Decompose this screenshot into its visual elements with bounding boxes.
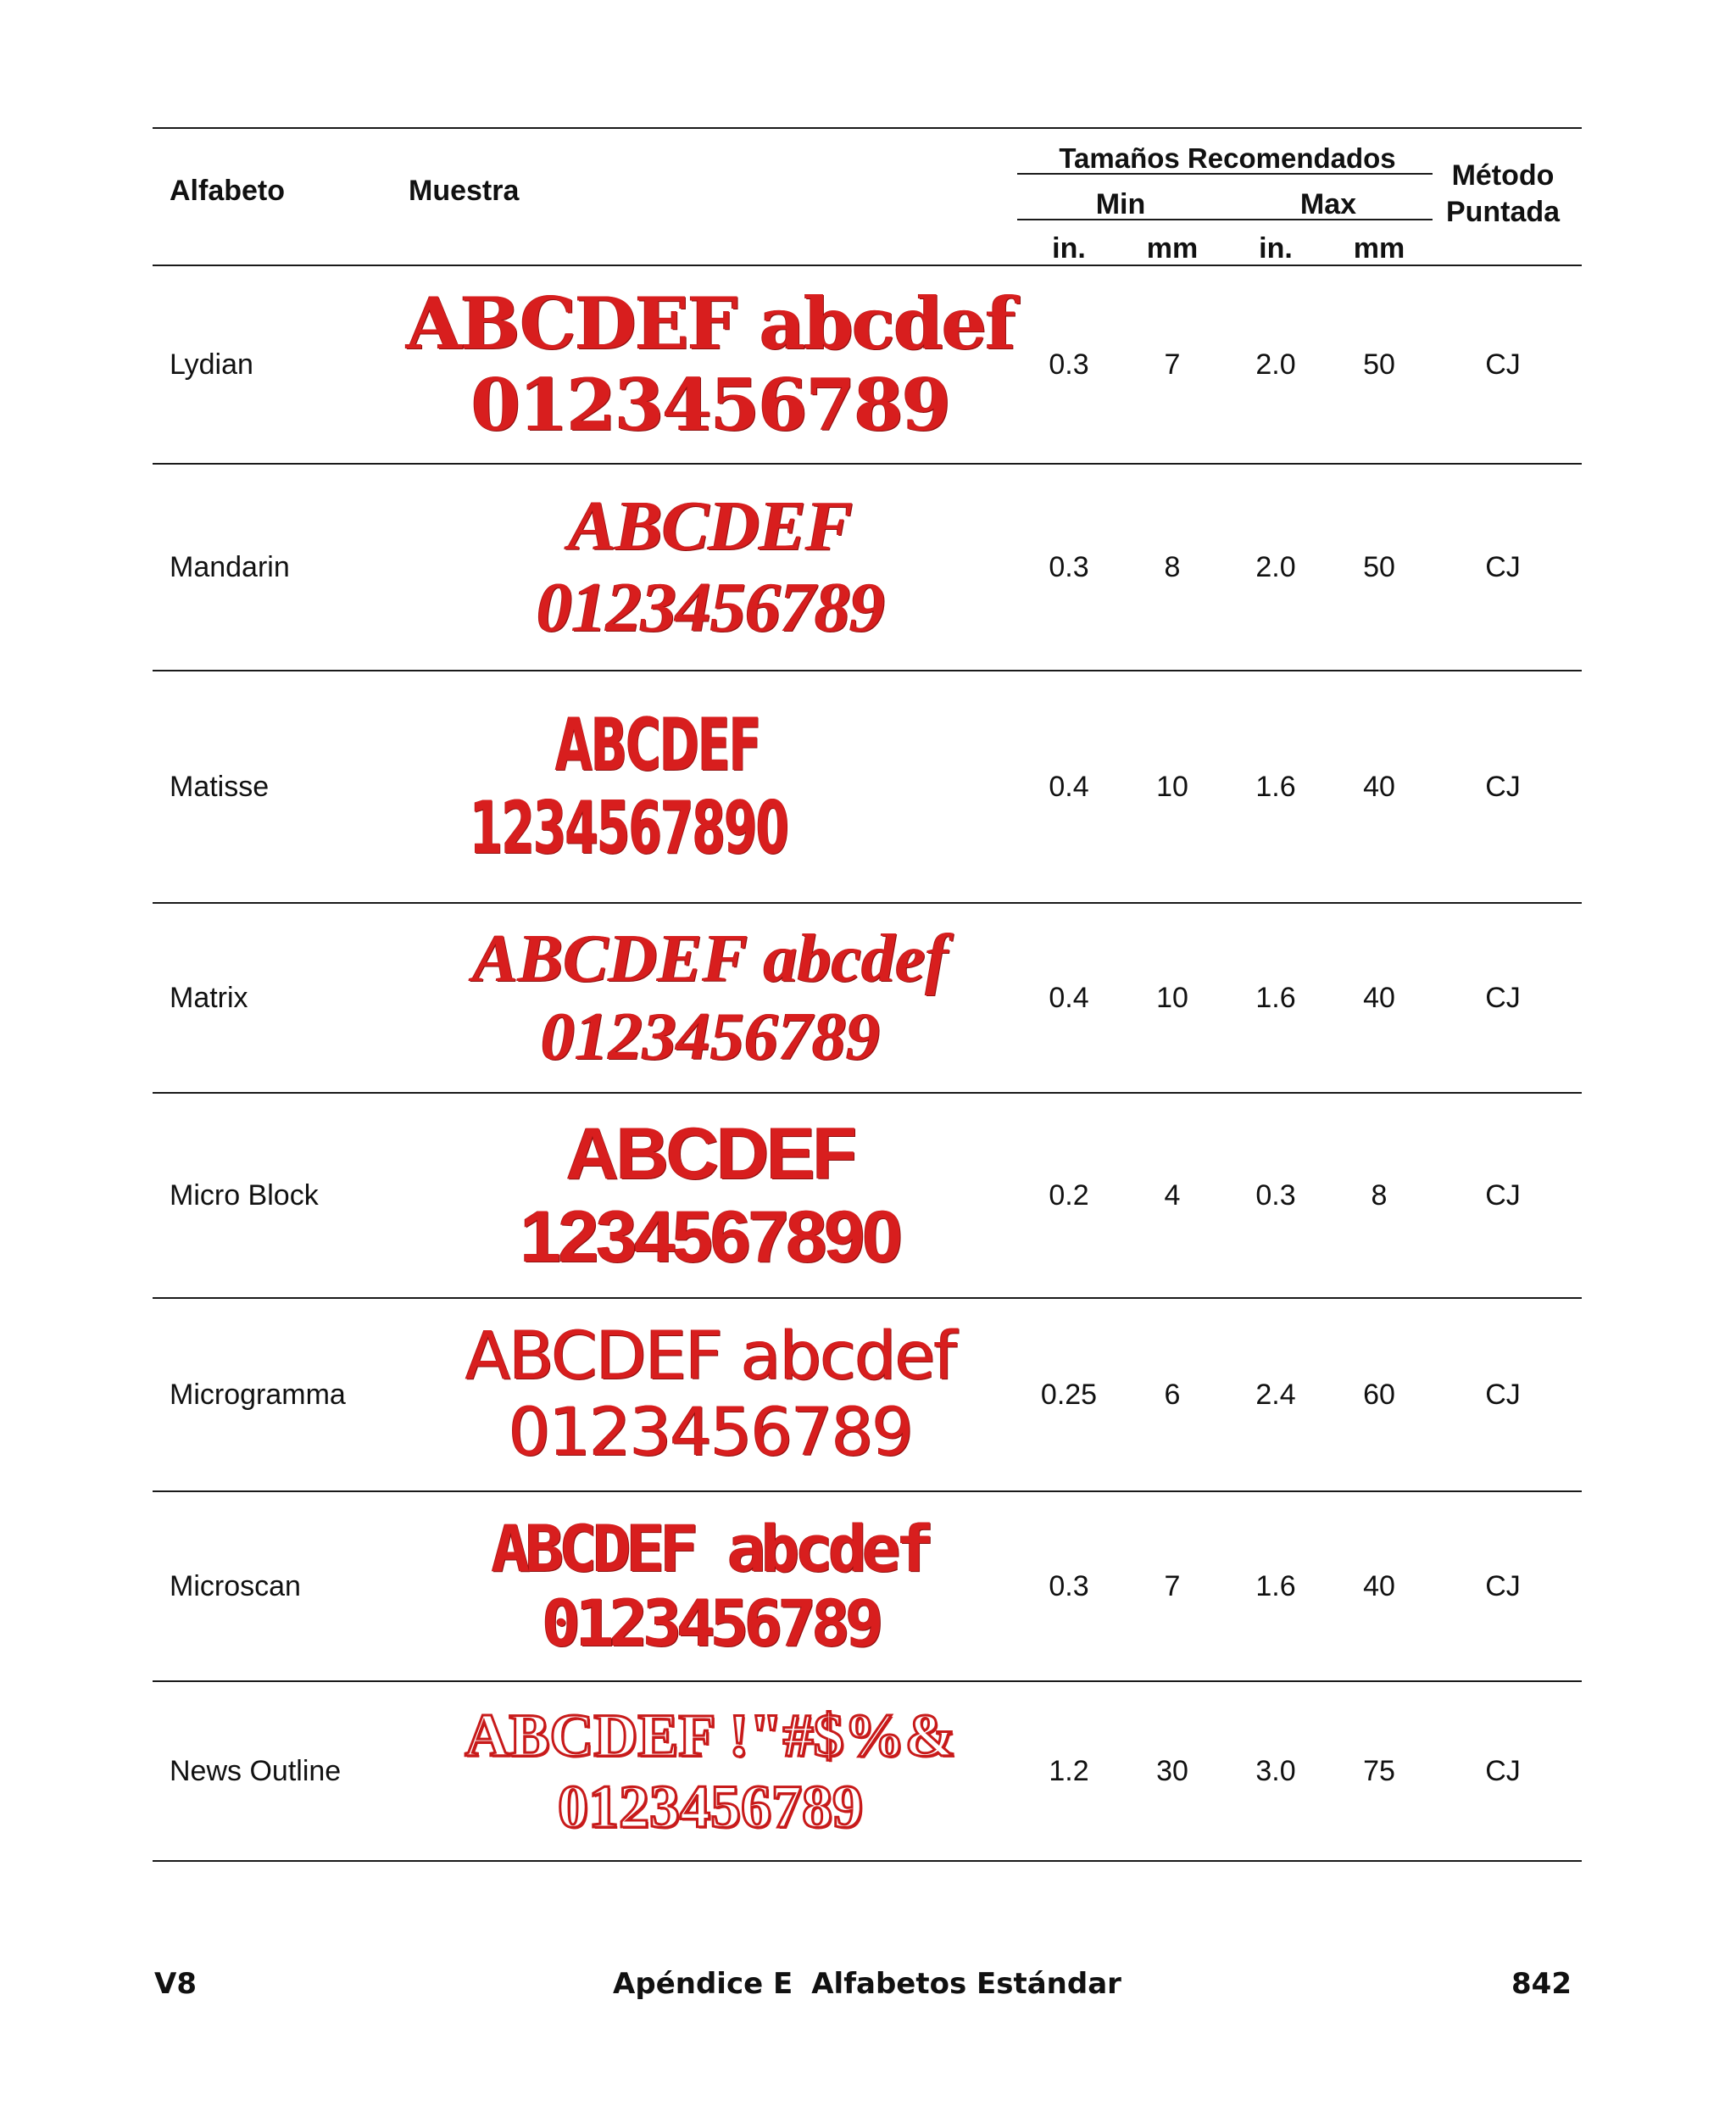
min-in: 1.2 bbox=[1049, 1754, 1089, 1787]
sample-letters: ABCDEF abcdef bbox=[472, 922, 949, 996]
table-row-mandarin bbox=[153, 465, 1582, 671]
font-name: Micro Block bbox=[170, 1178, 319, 1212]
sample-letters: ABCDEF abcdef bbox=[491, 1511, 930, 1586]
stitch-method: CJ bbox=[1485, 1569, 1521, 1602]
sample-digits: 0123456789 bbox=[537, 568, 884, 647]
header-min-in: in. bbox=[1052, 232, 1086, 265]
min-mm: 10 bbox=[1156, 981, 1188, 1014]
min-mm: 30 bbox=[1156, 1754, 1188, 1787]
max-in: 1.6 bbox=[1255, 770, 1296, 803]
stitch-method: CJ bbox=[1485, 770, 1521, 803]
min-mm: 4 bbox=[1164, 1178, 1181, 1212]
footer-section: Alfabetos Estándar bbox=[811, 1967, 1121, 2001]
min-in: 0.4 bbox=[1049, 981, 1089, 1014]
page-footer bbox=[153, 1967, 1582, 2009]
table-row-microgramma bbox=[153, 1299, 1582, 1492]
stitch-method: CJ bbox=[1485, 981, 1521, 1014]
min-mm: 6 bbox=[1164, 1378, 1181, 1411]
font-sample bbox=[414, 904, 1007, 1092]
table-row-news-outline bbox=[153, 1682, 1582, 1862]
stitch-method: CJ bbox=[1485, 1178, 1521, 1212]
font-name: Lydian bbox=[170, 348, 253, 381]
sample-letters: ABCDEF bbox=[565, 1113, 855, 1195]
min-in: 0.2 bbox=[1049, 1178, 1089, 1212]
max-mm: 60 bbox=[1363, 1378, 1395, 1411]
max-mm: 40 bbox=[1363, 981, 1395, 1014]
table-row-micro-block bbox=[153, 1094, 1582, 1299]
sample-letters: ABCDEF abcdef bbox=[465, 1318, 956, 1395]
header-metodo bbox=[1424, 158, 1582, 231]
min-in: 0.4 bbox=[1049, 770, 1089, 803]
sample-letters: ABCDEF bbox=[554, 703, 760, 788]
header-muestra: Muestra bbox=[409, 175, 520, 207]
header-min: Min bbox=[1095, 188, 1146, 220]
stitch-method: CJ bbox=[1485, 550, 1521, 583]
max-in: 2.4 bbox=[1255, 1378, 1296, 1411]
sample-letters: ABCDEF bbox=[568, 487, 853, 565]
stitch-method: CJ bbox=[1485, 1754, 1521, 1787]
max-mm: 8 bbox=[1371, 1178, 1388, 1212]
header-metodo-line2: Puntada bbox=[1445, 196, 1561, 228]
min-mm: 7 bbox=[1164, 1569, 1181, 1602]
header-metodo-line1: Método bbox=[1451, 159, 1555, 192]
max-mm: 50 bbox=[1363, 550, 1395, 583]
page-number: 842 bbox=[1511, 1967, 1572, 2001]
max-in: 0.3 bbox=[1255, 1178, 1296, 1212]
min-mm: 7 bbox=[1164, 348, 1181, 381]
min-in: 0.3 bbox=[1049, 1569, 1089, 1602]
header-max-in: in. bbox=[1259, 232, 1293, 265]
footer-version: V8 bbox=[154, 1967, 197, 2001]
min-mm: 8 bbox=[1164, 550, 1181, 583]
min-in: 0.3 bbox=[1049, 348, 1089, 381]
min-mm: 10 bbox=[1156, 770, 1188, 803]
font-sample bbox=[414, 1682, 1007, 1860]
stitch-method: CJ bbox=[1485, 1378, 1521, 1411]
font-name: Microgramma bbox=[170, 1378, 346, 1411]
table-row-lydian bbox=[153, 266, 1582, 465]
font-sample bbox=[414, 1492, 1007, 1680]
stitch-method: CJ bbox=[1485, 348, 1521, 381]
font-sample bbox=[406, 266, 1015, 463]
table-row-matrix bbox=[153, 904, 1582, 1094]
max-in: 1.6 bbox=[1255, 981, 1296, 1014]
font-sample bbox=[414, 1299, 1007, 1490]
font-name: Matrix bbox=[170, 981, 248, 1014]
font-sample bbox=[414, 1094, 1007, 1297]
footer-title bbox=[153, 1967, 1582, 2001]
sample-digits: 0123456789 bbox=[470, 363, 950, 447]
max-mm: 40 bbox=[1363, 1569, 1395, 1602]
font-name: Mandarin bbox=[170, 550, 290, 583]
max-in: 2.0 bbox=[1255, 550, 1296, 583]
fonts-table bbox=[153, 127, 1582, 1862]
header-max: Max bbox=[1299, 188, 1357, 220]
table-row-microscan bbox=[153, 1492, 1582, 1682]
header-tamanos: Tamaños Recomendados bbox=[1059, 142, 1396, 174]
font-name: News Outline bbox=[170, 1754, 342, 1787]
max-mm: 40 bbox=[1363, 770, 1395, 803]
sample-letters: ABCDEF abcdef bbox=[406, 281, 1015, 365]
font-sample bbox=[414, 465, 1007, 670]
sample-digits: 0123456789 bbox=[558, 1773, 863, 1841]
max-in: 1.6 bbox=[1255, 1569, 1296, 1602]
table-header bbox=[153, 129, 1582, 266]
max-in: 3.0 bbox=[1255, 1754, 1296, 1787]
footer-appendix: Apéndice E bbox=[613, 1967, 793, 2001]
header-alfabeto: Alfabeto bbox=[170, 175, 285, 207]
max-mm: 50 bbox=[1363, 348, 1395, 381]
sample-digits: 0123456789 bbox=[508, 1395, 913, 1471]
font-sample bbox=[414, 671, 1007, 902]
sample-digits: 0123456789 bbox=[542, 1585, 879, 1661]
sample-digits: 1234567890 bbox=[520, 1196, 901, 1278]
min-in: 0.25 bbox=[1040, 1378, 1098, 1411]
sample-letters: ABCDEF !"#$%& bbox=[465, 1702, 956, 1769]
min-in: 0.3 bbox=[1049, 550, 1089, 583]
table-row-matisse bbox=[153, 671, 1582, 904]
header-divider bbox=[1017, 173, 1433, 175]
header-max-mm: mm bbox=[1353, 232, 1405, 265]
font-name: Matisse bbox=[170, 770, 270, 803]
max-in: 2.0 bbox=[1255, 348, 1296, 381]
font-name: Microscan bbox=[170, 1569, 301, 1602]
sample-digits: 0123456789 bbox=[541, 1000, 880, 1074]
sample-digits: 1234567890 bbox=[469, 786, 787, 871]
header-min-mm: mm bbox=[1146, 232, 1199, 265]
header-divider bbox=[1017, 219, 1433, 220]
max-mm: 75 bbox=[1363, 1754, 1395, 1787]
